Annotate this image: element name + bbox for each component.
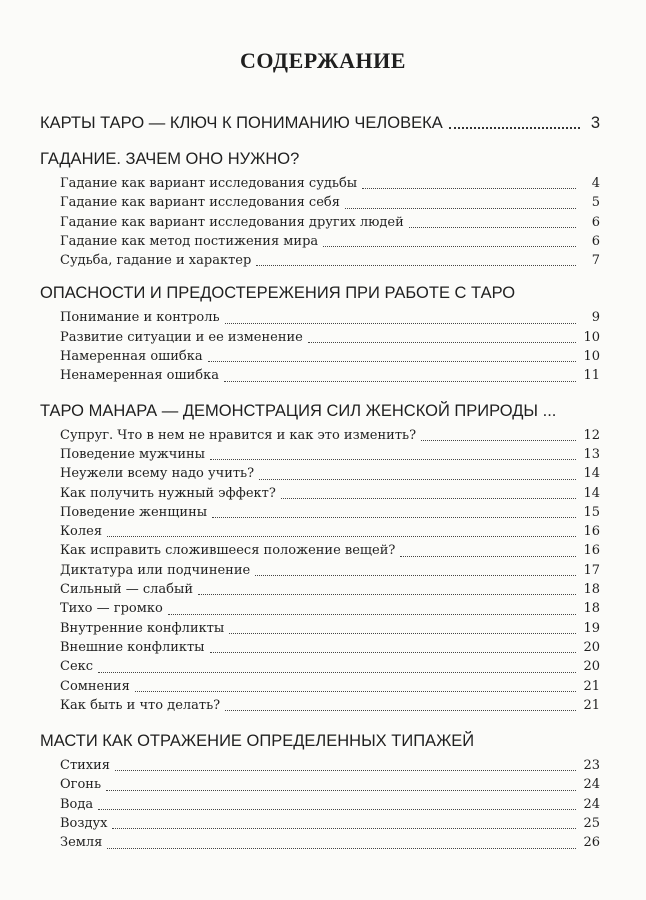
page-number: 7: [591, 253, 600, 269]
toc-entry[interactable]: [40, 366, 600, 385]
section-heading[interactable]: [40, 400, 600, 422]
entry-title: Вода: [60, 796, 94, 812]
dot-leader: [210, 459, 576, 460]
toc-entry[interactable]: [40, 174, 600, 193]
toc-entry[interactable]: [40, 638, 600, 657]
dot-leader: [210, 652, 576, 653]
dot-leader: [107, 536, 576, 537]
dot-leader: [115, 770, 576, 771]
page-number: 3: [590, 114, 600, 132]
page-number: 16: [583, 543, 600, 559]
entry-title: Воздух: [60, 816, 108, 832]
entry-title: Сомнения: [60, 678, 130, 694]
entry-title: Гадание как вариант исследования себя: [60, 195, 340, 211]
page-number: 19: [583, 620, 600, 636]
entry-title: Диктатура или подчинение: [60, 562, 251, 578]
page-number: 14: [583, 485, 600, 501]
page-number: 11: [583, 368, 600, 384]
toc-entry[interactable]: [40, 541, 600, 560]
section-heading[interactable]: [40, 730, 600, 752]
section-title: МАСТИ КАК ОТРАЖЕНИЕ ОПРЕДЕЛЕННЫХ ТИПАЖЕЙ: [40, 732, 475, 751]
dot-leader: [198, 594, 576, 595]
toc-section: [40, 112, 600, 134]
entry-title: Внутренние конфликты: [60, 620, 225, 636]
dot-leader: [212, 517, 576, 518]
page-number: 20: [583, 639, 600, 655]
page-number: 13: [583, 446, 600, 462]
entry-title: Ненамеренная ошибка: [60, 368, 219, 384]
page-number: 6: [591, 214, 600, 230]
section-title: ТАРО МАНАРА — ДЕМОНСТРАЦИЯ СИЛ ЖЕНСКОЙ ПРИРОДЫ ...: [40, 401, 557, 420]
page-number: 6: [591, 233, 600, 249]
section-heading[interactable]: [40, 148, 600, 170]
page-number: 21: [583, 678, 600, 694]
entry-title: Поведение мужчины: [60, 446, 206, 462]
toc-entry[interactable]: [40, 833, 600, 852]
entry-title: Гадание как метод постижения мира: [60, 233, 319, 249]
dot-leader: [107, 848, 576, 849]
entry-title: Тихо — громко: [60, 601, 163, 617]
toc-entry[interactable]: [40, 522, 600, 541]
page-number: 4: [591, 176, 600, 191]
toc-entry[interactable]: [40, 308, 600, 327]
entry-title: Неужели всему надо учить?: [60, 466, 255, 482]
toc-entry[interactable]: [40, 328, 600, 347]
dot-leader: [259, 479, 576, 480]
dot-leader: [345, 208, 576, 209]
entry-title: Развитие ситуации и ее изменение: [60, 329, 303, 345]
page-number: 20: [583, 659, 600, 675]
section-heading[interactable]: [40, 282, 600, 304]
toc-entry[interactable]: [40, 561, 600, 580]
toc-entry[interactable]: [40, 775, 600, 794]
dot-leader: [308, 342, 576, 343]
page-number: 21: [583, 697, 600, 713]
toc-entry[interactable]: [40, 484, 600, 503]
section-heading[interactable]: [40, 112, 600, 134]
entry-title: Земля: [60, 835, 103, 851]
toc-entry[interactable]: [40, 232, 600, 251]
entry-title: Как быть и что делать?: [60, 697, 221, 713]
entry-title: Гадание как вариант исследования судьбы: [60, 176, 358, 191]
section-title: ГАДАНИЕ. ЗАЧЕМ ОНО НУЖНО?: [40, 150, 300, 168]
toc-entry[interactable]: [40, 657, 600, 676]
dot-leader: [281, 498, 576, 499]
toc-entry[interactable]: [40, 599, 600, 618]
entry-title: Секс: [60, 659, 94, 675]
toc-entry[interactable]: [40, 814, 600, 833]
page-title: СОДЕРЖАНИЕ: [240, 48, 406, 73]
dot-leader: [225, 710, 576, 711]
page-number: 14: [583, 466, 600, 482]
dot-leader: [400, 556, 576, 557]
toc-entry[interactable]: [40, 696, 600, 715]
toc-entry[interactable]: [40, 795, 600, 814]
toc-entry[interactable]: [40, 503, 600, 522]
page-number: 5: [591, 195, 600, 211]
dot-leader: [421, 440, 576, 441]
toc-entry[interactable]: [40, 619, 600, 638]
page-number: 15: [583, 504, 600, 520]
section-title: ОПАСНОСТИ И ПРЕДОСТЕРЕЖЕНИЯ ПРИ РАБОТЕ С ТАРО: [40, 284, 516, 303]
dot-leader: [208, 361, 576, 362]
page-number: 10: [583, 329, 600, 345]
page-number: 18: [583, 582, 600, 598]
page-number: 16: [583, 524, 600, 540]
entry-title: Гадание как вариант исследования других людей: [60, 214, 404, 230]
dot-leader: [98, 809, 576, 810]
toc-entry[interactable]: [40, 213, 600, 232]
entry-title: Судьба, гадание и характер: [60, 253, 252, 269]
dot-leader: [409, 227, 576, 228]
toc-section: [40, 400, 600, 715]
entry-title: Колея: [60, 524, 103, 540]
entry-title: Понимание и контроль: [60, 310, 220, 326]
page-number: 10: [583, 349, 600, 365]
dot-leader: [449, 127, 580, 129]
entry-title: Поведение женщины: [60, 504, 208, 520]
entry-title: Внешние конфликты: [60, 639, 205, 655]
page-number: 24: [583, 777, 600, 793]
table-of-contents: [40, 112, 600, 853]
toc-entry[interactable]: [40, 756, 600, 775]
entry-title: Намеренная ошибка: [60, 349, 203, 365]
toc-section: [40, 730, 600, 852]
toc-entry[interactable]: [40, 347, 600, 366]
toc-entry[interactable]: [40, 464, 600, 483]
page-number: 24: [583, 796, 600, 812]
page-number: 26: [583, 835, 600, 851]
dot-leader: [98, 672, 576, 673]
entry-title: Как исправить сложившееся положение вещей?: [60, 543, 396, 559]
dot-leader: [135, 691, 576, 692]
dot-leader: [106, 790, 576, 791]
toc-entry[interactable]: [40, 445, 600, 464]
toc-entry[interactable]: [40, 426, 600, 445]
page-number: 12: [583, 427, 600, 443]
page-number: 23: [583, 758, 600, 774]
dot-leader: [362, 188, 576, 189]
dot-leader: [168, 614, 576, 615]
dot-leader: [229, 633, 576, 634]
toc-section: [40, 148, 600, 270]
dot-leader: [225, 323, 576, 324]
toc-section: [40, 282, 600, 385]
toc-entry[interactable]: [40, 251, 600, 270]
entry-title: Супруг. Что в нем не нравится и как это изменить?: [60, 427, 417, 443]
toc-entry[interactable]: [40, 580, 600, 599]
page-number: 9: [591, 310, 600, 326]
entry-title: Стихия: [60, 758, 111, 774]
dot-leader: [323, 246, 576, 247]
entry-title: Как получить нужный эффект?: [60, 485, 276, 501]
entry-title: Сильный — слабый: [60, 582, 194, 598]
page-number: 18: [583, 601, 600, 617]
toc-entry[interactable]: [40, 193, 600, 212]
page-number: 17: [583, 562, 600, 578]
entry-title: Огонь: [60, 777, 102, 793]
dot-leader: [112, 828, 576, 829]
section-title: КАРТЫ ТАРО — КЛЮЧ К ПОНИМАНИЮ ЧЕЛОВЕКА: [40, 114, 443, 132]
toc-entry[interactable]: [40, 677, 600, 696]
page-number: 25: [583, 816, 600, 832]
dot-leader: [224, 381, 576, 382]
dot-leader: [256, 265, 576, 266]
dot-leader: [255, 575, 576, 576]
